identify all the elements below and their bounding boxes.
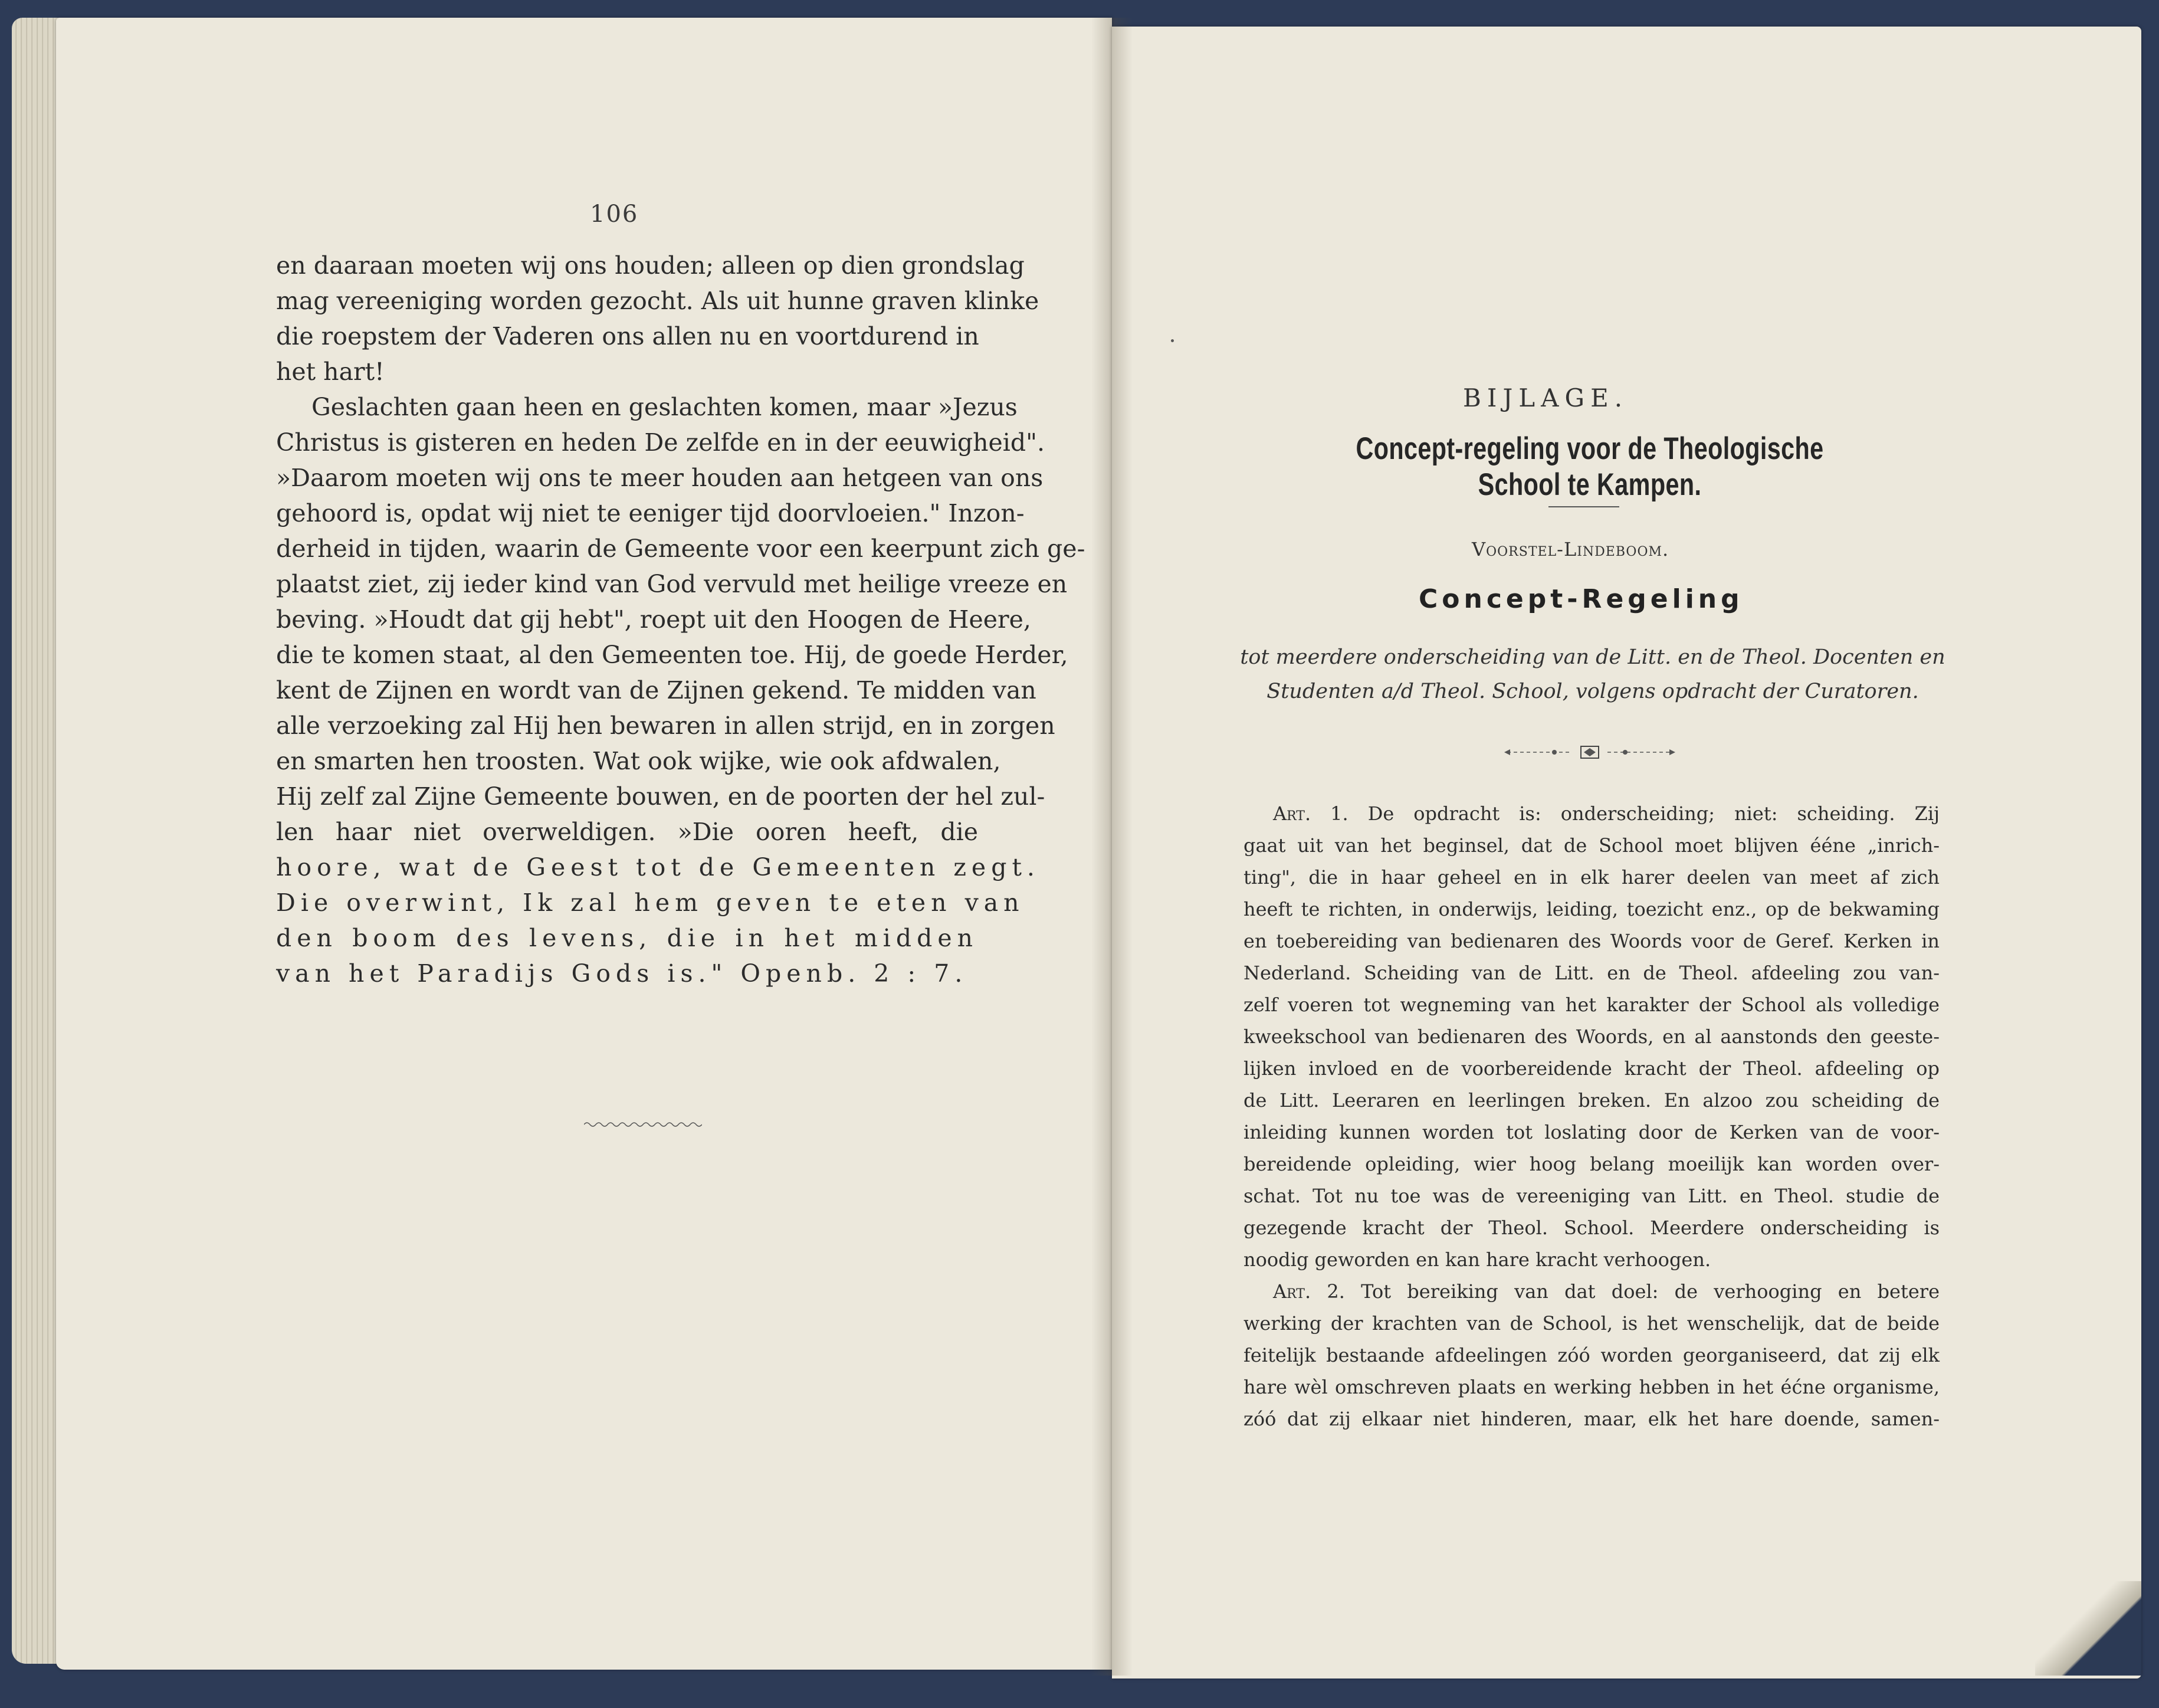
- text-line: kent de Zijnen en wordt van de Zijnen gekend. Te midden van: [276, 676, 1036, 704]
- text-line: hare wèl omschreven plaats en werking hebben in het éćne organisme,: [1243, 1376, 1940, 1398]
- left-body-text: [276, 248, 1085, 991]
- text-line: beving. »Houdt dat gij hebt", roept uit den Hoogen de Heere,: [276, 605, 1031, 634]
- text-line: hoore, wat de Geest tot de Gemeenten zegt.: [276, 853, 1040, 881]
- text-line: »Daarom moeten wij ons te meer houden aan hetgeen van ons: [276, 464, 1044, 492]
- ink-speck: [1171, 339, 1174, 342]
- text-line: alle verzoeking zal Hij hen bewaren in allen strijd, en in zorgen: [276, 712, 1055, 740]
- title-rule: [1548, 506, 1619, 507]
- line-text: De opdracht is: onderscheiding; niet: scheiding. Zij: [1367, 802, 1940, 825]
- text-line: plaatst ziet, zij ieder kind van God vervuld met heilige vreeze en: [276, 570, 1068, 598]
- text-line: heeft te richten, in onderwijs, leiding, toezicht enz., op de bekwaming: [1243, 898, 1940, 920]
- text-line: Christus is gisteren en heden De zelfde en in der eeuwigheid".: [276, 428, 1045, 457]
- text-line: en daaraan moeten wij ons houden; alleen op dien grondslag: [276, 251, 1025, 280]
- text-line: [1243, 1276, 1940, 1307]
- section-title: Concept-regeling voor de Theologische School te Kampen.: [1356, 431, 1824, 502]
- wave-separator: [584, 1121, 702, 1128]
- text-line: Hij zelf zal Zijne Gemeente bouwen, en de poorten der hel zul-: [276, 782, 1045, 811]
- text-line: en smarten hen troosten. Wat ook wijke, wie ook afdwalen,: [276, 747, 1001, 775]
- italic-line: Studenten a/d Theol. School, volgens opdracht der Curatoren.: [1266, 680, 1919, 703]
- text-line: lijken invloed en de voorbereidende kracht der Theol. afdeeling op: [1243, 1057, 1940, 1080]
- page-number: 106: [590, 201, 639, 228]
- text-line: inleiding kunnen worden tot loslating door de Kerken van de voor-: [1243, 1121, 1940, 1143]
- text-line: Geslachten gaan heen en geslachten komen, maar »Jezus: [311, 393, 1018, 421]
- text-line: gezegende kracht der Theol. School. Meerdere onderscheiding is: [1243, 1217, 1940, 1239]
- text-line: mag vereeniging worden gezocht. Als uit hunne graven klinke: [276, 287, 1039, 315]
- text-line: en toebereiding van bedienaren des Woords voor de Geref. Kerken in: [1243, 930, 1940, 952]
- folded-corner: [2035, 1581, 2141, 1676]
- text-line: den boom des levens, die in het midden: [276, 924, 978, 952]
- line-text: Tot bereiking van dat doel: de verhooging en betere: [1361, 1280, 1940, 1303]
- text-line: gaat uit van het beginsel, dat de School moet blijven ééne „inrich-: [1243, 834, 1940, 857]
- text-line: het hart!: [276, 358, 385, 386]
- text-line: die te komen staat, al den Gemeenten toe. Hij, de goede Herder,: [276, 641, 1068, 669]
- article-label: Art. 1.: [1273, 802, 1348, 825]
- appendix-heading: BIJLAGE.: [1463, 383, 1629, 412]
- italic-subtitle: [1239, 640, 1947, 709]
- ornament-divider: [1501, 743, 1678, 761]
- text-line: bereidende opleiding, wier hoog belang moeilijk kan worden over-: [1243, 1153, 1940, 1175]
- text-line: schat. Tot nu toe was de vereeniging van Litt. en Theol. studie de: [1243, 1185, 1940, 1207]
- text-line: zóó dat zij elkaar niet hinderen, maar, elk het hare doende, samen-: [1243, 1408, 1940, 1430]
- text-line: die roepstem der Vaderen ons allen nu en voortdurend in: [276, 322, 979, 350]
- text-line: len haar niet overweldigen. »Die ooren heeft, die: [276, 818, 978, 846]
- subtitle: Concept-Regeling: [1419, 584, 1744, 614]
- article-label: Art. 2.: [1273, 1280, 1345, 1303]
- text-line: ting", die in haar geheel en in elk harer deelen van meet af zich: [1243, 866, 1940, 889]
- text-line: noodig geworden en kan hare kracht verhoogen.: [1243, 1248, 1711, 1271]
- text-line: Nederland. Scheiding van de Litt. en de Theol. afdeeling zou van-: [1243, 962, 1940, 984]
- text-line: de Litt. Leeraren en leerlingen breken. En alzoo zou scheiding de: [1243, 1089, 1940, 1112]
- text-line: feitelijk bestaande afdeelingen zóó worden georganiseerd, dat zij elk: [1243, 1344, 1940, 1366]
- right-body-text: [1243, 798, 1940, 1435]
- text-line: [1243, 798, 1940, 830]
- text-line: gehoord is, opdat wij niet te eeniger tijd doorvloeien." Inzon-: [276, 499, 1025, 527]
- text-line: kweekschool van bedienaren des Woords, en al aanstonds den geeste-: [1243, 1025, 1940, 1048]
- text-line: werking der krachten van de School, is het wenschelijk, dat de beide: [1243, 1312, 1940, 1335]
- proposal-label: Voorstel-Lindeboom.: [1472, 538, 1669, 560]
- book-gutter: [1091, 18, 1133, 1676]
- text-line: zelf voeren tot wegneming van het karakter der School als volledige: [1243, 994, 1940, 1016]
- text-line: derheid in tijden, waarin de Gemeente voor een keerpunt zich ge-: [276, 535, 1085, 563]
- text-line: van het Paradijs Gods is." Openb. 2 : 7.: [276, 959, 968, 988]
- italic-line: tot meerdere onderscheiding van de Litt. en de Theol. Docenten en: [1240, 645, 1945, 669]
- text-line: Die overwint, Ik zal hem geven te eten van: [276, 889, 1025, 917]
